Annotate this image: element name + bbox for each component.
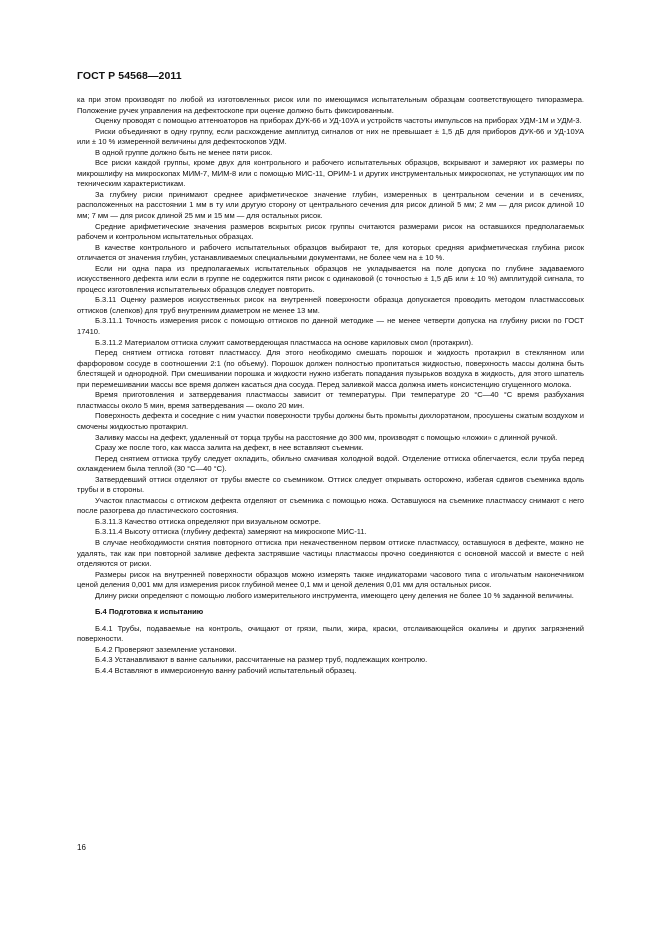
paragraph: Затвердевший оттиск отделяют от трубы вместе со съемником. Оттиск следует открывать осторожно, избегая сдвигов съемника вдоль трубы и в стороны. [77, 474, 584, 495]
paragraph: Сразу же после того, как масса залита на дефект, в нее вставляют съемник. [95, 443, 364, 453]
paragraph: Б.4.1 Трубы, подаваемые на контроль, очищают от грязи, пыли, жира, краски, отслаивающейся окалины и других загрязнений поверхности. [77, 623, 584, 644]
paragraph: Если ни одна пара из предполагаемых испытательных образцов не укладывается на поле допуска по глубине задаваемого искусственного дефекта или если в группе не содержится пяти рисок с одинаковой (с точностью ± 1,5 дБ или ± 10 %) амплитудой сигнала, то процесс изготовления испытательных образцов следует повторить. [77, 263, 584, 294]
paragraph: Б.4.3 Устанавливают в ванне сальники, рассчитанные на размер труб, подлежащих контролю. [95, 655, 428, 665]
paragraph: Б.3.11.4 Высоту оттиска (глубину дефекта) замеряют на микроскопе МИС-11. [95, 527, 367, 537]
paragraph: Поверхность дефекта и соседние с ним участки поверхности трубы должны быть промыты дихлорэтаном, просушены сжатым воздухом и смочены жидкостью протакрил. [77, 411, 584, 431]
paragraph: Б.3.11.1 Точность измерения рисок с помощью оттисков по данной методике — не менее четверти допуска на глубину риски по ГОСТ 17410. [77, 316, 584, 337]
document-body [77, 95, 584, 677]
paragraph: В случае необходимости снятия повторного оттиска при некачественном первом оттиске пластмассу, оставшуюся в дефекте, можно не удалять, так как при повторной заливке дефекта застрявшие частицы пластмассы прочно соединяются с основной массой и вместе с ней отделяются от риски. [77, 537, 584, 569]
paragraph: Б.3.11 Оценку размеров искусственных рисок на внутренней поверхности образца допускается проводить методом пластмассовых оттисков (слепков) для труб внутренним диаметром не менее 13 мм. [77, 295, 584, 315]
paragraph: Длину риски определяют с помощью любого измерительного инструмента, имеющего цену деления не более 10 % заданной величины. [95, 590, 574, 600]
paragraph: Б.4.2 Проверяют заземление установки. [95, 644, 237, 654]
paragraph: Средние арифметические значения размеров вскрытых рисок группы считаются размерами рисок на оставшихся предполагаемых рабочем и контрольном испытательных образцах. [77, 221, 584, 242]
paragraph: Б.4.4 Вставляют в иммерсионную ванну рабочий испытательный образец. [95, 665, 357, 675]
paragraph: Размеры рисок на внутренней поверхности образцов можно измерять также индикаторами часового типа с игольчатым наконечником ценой деления 0,001 мм для измерения рисок глубиной менее 0,1 мм и ценой деления 0,01 мм для остальных рисок. [77, 569, 584, 590]
paragraph: ка при этом производят по любой из изготовленных рисок или по имеющимся испытательным образцам соответствующего типоразмера. Положение ручек управления на дефектоскопе при оценке должно быть фиксированным. [77, 95, 584, 115]
paragraph: Оценку проводят с помощью аттенюаторов на приборах ДУК-66 и УД-10УА и устройств частоты импульсов на приборах УДМ-1М и УДМ-3. [95, 116, 582, 126]
paragraph: За глубину риски принимают среднее арифметическое значение глубин, измеренных в центральном сечении и в сечениях, расположенных на расстоянии 1 мм в ту или другую сторону от центрального сечения для рисок длиной 5 мм; 2 мм — для рисок длиной 10 мм; 7 мм — для рисок длиной 25 мм и 15 мм — для остальных рисок. [77, 189, 584, 221]
paragraph: Заливку массы на дефект, удаленный от торца трубы на расстояние до 300 мм, производят с помощью «ложки» с длинной ручкой. [95, 432, 558, 442]
paragraph: Перед снятием оттиска трубу следует охладить, обильно смачивая холодной водой. Отделение оттиска облегчается, если труба перед охлаждением была теплой (30 °С—40 °С). [77, 453, 584, 474]
paragraph: Все риски каждой группы, кроме двух для контрольного и рабочего испытательных образцов, вскрывают и замеряют их размеры по микрошлифу на микроскопах МИМ-7, МИМ-8 или с помощью МИС-11, ОРИМ-1 и других инструментальных микроскопах, не уступающих им по техническим характеристикам. [77, 158, 584, 189]
paragraph: Риски объединяют в одну группу, если расхождение амплитуд сигналов от них не превышает ± 1,5 дБ для приборов ДУК-66 и УД-10УА или ± 10 % измеренной величины для дефектоскопов УДМ. [77, 126, 584, 147]
paragraph: Время приготовления и затвердевания пластмассы зависит от температуры. При температуре 20 °С—40 °С время разбухания пластмассы около 5 мин, время затвердевания — около 20 мин. [77, 390, 584, 410]
page-number: 16 [77, 843, 86, 852]
paragraph: Участок пластмассы с оттиском дефекта отделяют от съемника с помощью ножа. Оставшуюся на съемнике пластмассу снимают с него после разогрева до пластического состояния. [77, 495, 584, 516]
paragraph: Перед снятием оттиска готовят пластмассу. Для этого необходимо смешать порошок и жидкость протакрил в стеклянном или фарфоровом сосуде в соотношении 2:1 (по объему). Порошок должен полностью пропитаться жидкостью, поверхность массы должна быть блестящей и однородной. При смешивании порошка и жидкости нужно избегать попадания пузырьков воздуха в жидкость, для этого шпатель при перемешивании массы все время должен касаться дна сосуда. Перед заливкой масса должна иметь консистенцию сгущенного молока. [77, 348, 584, 389]
paragraph: В одной группе должно быть не менее пяти рисок. [95, 147, 273, 157]
paragraph: В качестве контрольного и рабочего испытательных образцов выбирают те, для которых средняя арифметическая глубина рисок отличается от значения глубин, устанавливаемых специальными документами, не более чем на ± 10 %. [77, 242, 584, 263]
paragraph: Б.3.11.3 Качество оттиска определяют при визуальном осмотре. [95, 516, 321, 526]
document-header: ГОСТ Р 54568—2011 [77, 70, 182, 82]
section-heading: Б.4 Подготовка к испытанию [95, 607, 204, 617]
paragraph: Б.3.11.2 Материалом оттиска служит самотвердеющая пластмасса на основе кариловых смол (протакрил). [95, 337, 474, 347]
